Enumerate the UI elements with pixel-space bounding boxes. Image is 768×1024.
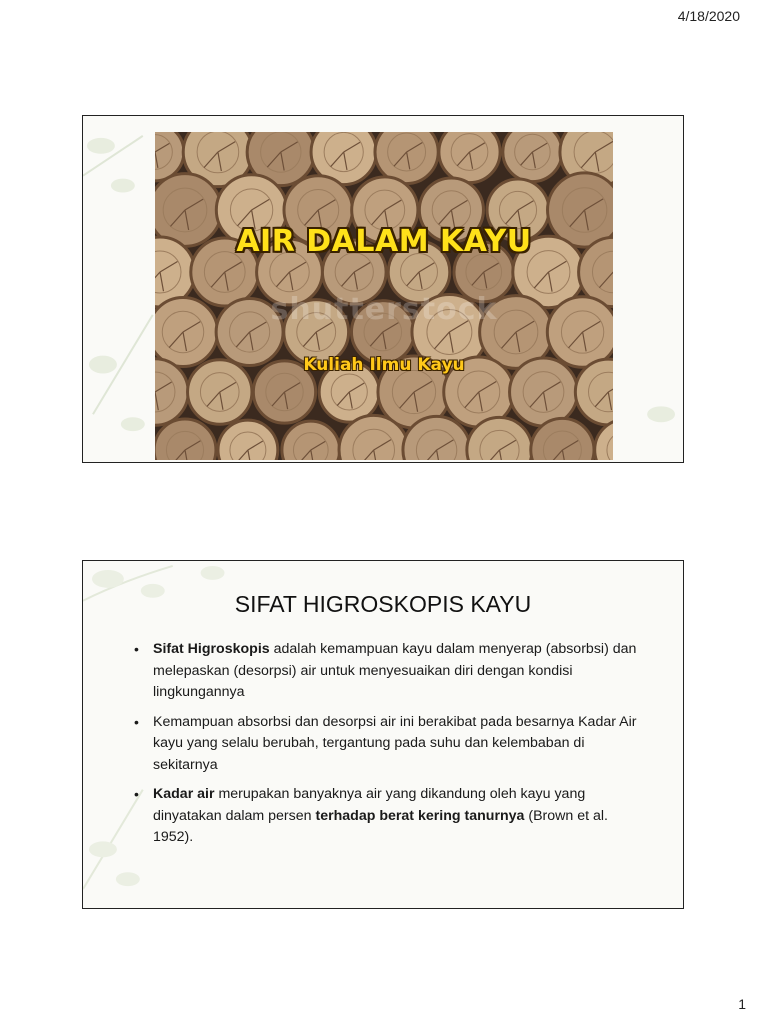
- log-end: [503, 132, 562, 182]
- slide-subtitle: Kuliah Ilmu Kayu: [303, 355, 465, 375]
- page-date: 4/18/2020: [677, 8, 740, 24]
- bullet-text: adalah kemampuan kayu dalam menyerap (absorbsi) dan melepaskan (desorpsi) air untuk menyesuaikan diri dengan kondisi lingkungannya: [153, 641, 637, 700]
- slide-main-title: AIR DALAM KAYU: [236, 224, 532, 259]
- slide-content: [82, 560, 684, 909]
- bullet-dot: •: [134, 786, 139, 802]
- slide-heading: SIFAT HIGROSKOPIS KAYU: [234, 591, 532, 617]
- log-end: [439, 132, 500, 183]
- bullet-bold-lead: Kadar air: [153, 786, 215, 802]
- log-end: [218, 420, 278, 460]
- bullet-list: [129, 639, 649, 857]
- photo-watermark: shutterstock: [270, 292, 498, 327]
- slide-title: [82, 115, 684, 463]
- bullet-text-end: (Brown et al. 1952).: [153, 807, 609, 845]
- bullet-bold-lead: Sifat Higroskopis: [153, 641, 270, 657]
- bullet-bold-mid: terhadap berat kering tanurnya: [315, 807, 525, 824]
- bullet-dot: •: [134, 713, 139, 730]
- bullet-text: merupakan banyaknya air yang dikandung oleh kayu yang dinyatakan dalam persen: [153, 786, 586, 824]
- log-end: [282, 421, 340, 460]
- page-number: 1: [738, 996, 746, 1012]
- bullet-dot: •: [134, 641, 139, 657]
- wood-logs-photo: [155, 132, 613, 460]
- bullet-item: [129, 639, 649, 704]
- bullet-item: [129, 784, 649, 849]
- bullet-text: Kemampuan absorbsi dan desorpsi air ini berakibat pada besarnya Kadar Air kayu yang selalu berubah, tergantung pada suhu dan kelembaban di sekitarnya: [153, 713, 637, 773]
- bullet-item: [129, 712, 649, 777]
